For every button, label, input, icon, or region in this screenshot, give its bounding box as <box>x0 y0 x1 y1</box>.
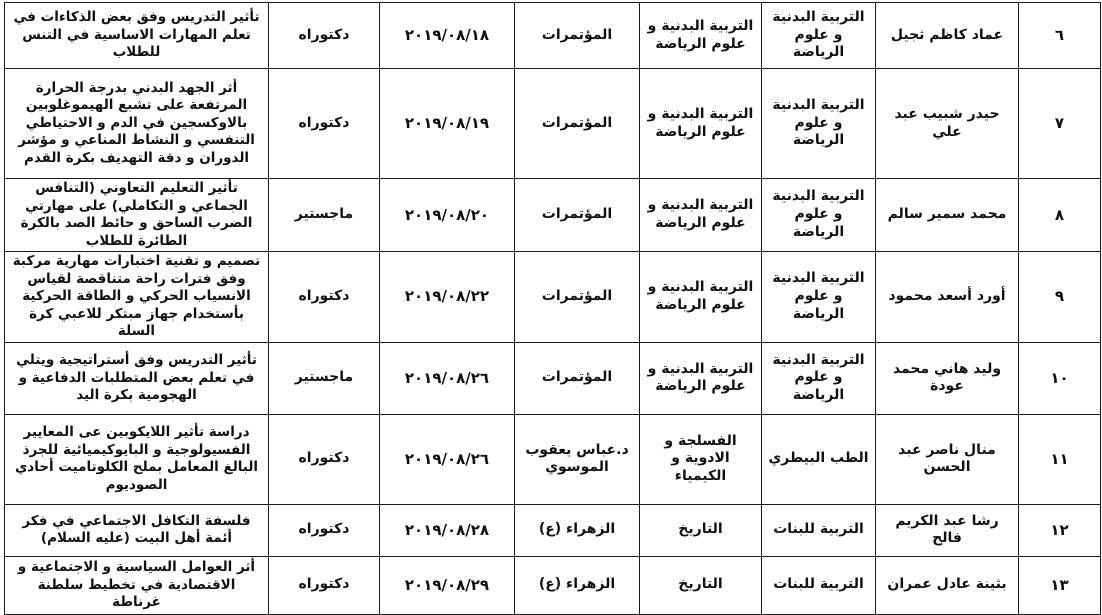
row-number: ٨ <box>1019 179 1101 252</box>
discussion-date: ٢٠١٩/٠٨/٢٩ <box>380 556 515 614</box>
supervisor: المؤتمرات <box>515 69 640 179</box>
department: التربية البدنية و علوم الرياضة <box>640 342 762 414</box>
department: التربية البدنية و علوم الرياضة <box>640 69 762 179</box>
supervisor: الزهراء (ع) <box>515 504 640 556</box>
college: التربية البدنية و علوم الرياضة <box>762 342 876 414</box>
student-name: حيدر شبيب عبد علي <box>876 69 1019 179</box>
degree: ماجستير <box>269 342 380 414</box>
discussion-date: ٢٠١٩/٠٨/٢٦ <box>380 342 515 414</box>
table-row <box>5 556 1101 614</box>
degree: دكتوراه <box>269 414 380 504</box>
supervisor: المؤتمرات <box>515 179 640 252</box>
discussion-date: ٢٠١٩/٠٨/١٩ <box>380 69 515 179</box>
student-name: منال ناصر عبد الحسن <box>876 414 1019 504</box>
theses-table <box>4 2 1101 615</box>
college: التربية للبنات <box>762 504 876 556</box>
student-name: أورد أسعد محمود <box>876 252 1019 343</box>
row-number: ١٢ <box>1019 504 1101 556</box>
thesis-title: تأثير التعليم التعاوني (التنافس الجماعي و التكاملي) على مهارتي الضرب الساحق و حائط الصد بالكرة الطائرة للطلاب <box>5 179 269 252</box>
supervisor: المؤتمرات <box>515 3 640 69</box>
thesis-title: تأثير التدريس وفق أستراتيجية ويتلي في تعلم بعض المتطلبات الدفاعية و الهجومية بكرة اليد <box>5 342 269 414</box>
student-name: بثينة عادل عمران <box>876 556 1019 614</box>
department: التاريخ <box>640 556 762 614</box>
table-row <box>5 414 1101 504</box>
degree: دكتوراه <box>269 3 380 69</box>
thesis-title: أثر الجهد البدني بدرجة الحرارة المرتفعة على تشبع الهيموغلوبين بالاوكسجين في الدم و الاحتياطي التنفسي و النشاط المناعي و مؤشر الدوران و دقة التهديف بكرة القدم <box>5 69 269 179</box>
student-name: عماد كاظم ثجيل <box>876 3 1019 69</box>
table-row <box>5 252 1101 343</box>
row-number: ١١ <box>1019 414 1101 504</box>
table-row <box>5 69 1101 179</box>
thesis-title: تصميم و تقنية اختبارات مهارية مركبة وفق فترات راحة متناقصة لقياس الانسياب الحركي و الطاقة الحركية بأستخدام جهاز مبتكر للاعبي كرة السلة <box>5 252 269 343</box>
student-name: محمد سمير سالم <box>876 179 1019 252</box>
college: التربية البدنية و علوم الرياضة <box>762 252 876 343</box>
degree: ماجستير <box>269 179 380 252</box>
thesis-title: أثر العوامل السياسية و الاجتماعية و الاقتصادية في تخطيط سلطنة غرناطة <box>5 556 269 614</box>
thesis-title: تأثير التدريس وفق بعض الذكاءات في تعلم المهارات الاساسية في التنس للطلاب <box>5 3 269 69</box>
thesis-title: فلسفة التكافل الاجتماعي في فكر أئمة أهل البيت (عليه السلام) <box>5 504 269 556</box>
discussion-date: ٢٠١٩/٠٨/٢٢ <box>380 252 515 343</box>
table-row <box>5 342 1101 414</box>
department: التربية البدنية و علوم الرياضة <box>640 252 762 343</box>
row-number: ٧ <box>1019 69 1101 179</box>
degree: دكتوراه <box>269 69 380 179</box>
discussion-date: ٢٠١٩/٠٨/١٨ <box>380 3 515 69</box>
table-row <box>5 179 1101 252</box>
row-number: ٩ <box>1019 252 1101 343</box>
supervisor: الزهراء (ع) <box>515 556 640 614</box>
department: الفسلجة و الادوية و الكيمياء <box>640 414 762 504</box>
thesis-title: دراسة تأثير اللايكوبين عى المعايير الفسيولوجية و البايوكيميائية للجرذ البالغ المعامل بملح الكلوتاميت أحادي الصوديوم <box>5 414 269 504</box>
college: الطب البيطري <box>762 414 876 504</box>
college: التربية للبنات <box>762 556 876 614</box>
table-row <box>5 504 1101 556</box>
supervisor: د.عباس يعقوب الموسوي <box>515 414 640 504</box>
department: التاريخ <box>640 504 762 556</box>
discussion-date: ٢٠١٩/٠٨/٢٦ <box>380 414 515 504</box>
discussion-date: ٢٠١٩/٠٨/٢٨ <box>380 504 515 556</box>
college: التربية البدنية و علوم الرياضة <box>762 69 876 179</box>
department: التربية البدنية و علوم الرياضة <box>640 3 762 69</box>
degree: دكتوراه <box>269 556 380 614</box>
table-row <box>5 3 1101 69</box>
college: التربية البدنية و علوم الرياضة <box>762 3 876 69</box>
supervisor: المؤتمرات <box>515 342 640 414</box>
student-name: وليد هاني محمد عودة <box>876 342 1019 414</box>
student-name: رشا عبد الكريم فالح <box>876 504 1019 556</box>
row-number: ١٣ <box>1019 556 1101 614</box>
discussion-date: ٢٠١٩/٠٨/٢٠ <box>380 179 515 252</box>
department: التربية البدنية و علوم الرياضة <box>640 179 762 252</box>
row-number: ١٠ <box>1019 342 1101 414</box>
document-page <box>4 2 1100 611</box>
supervisor: المؤتمرات <box>515 252 640 343</box>
degree: دكتوراه <box>269 504 380 556</box>
row-number: ٦ <box>1019 3 1101 69</box>
college: التربية البدنية و علوم الرياضة <box>762 179 876 252</box>
degree: دكتوراه <box>269 252 380 343</box>
